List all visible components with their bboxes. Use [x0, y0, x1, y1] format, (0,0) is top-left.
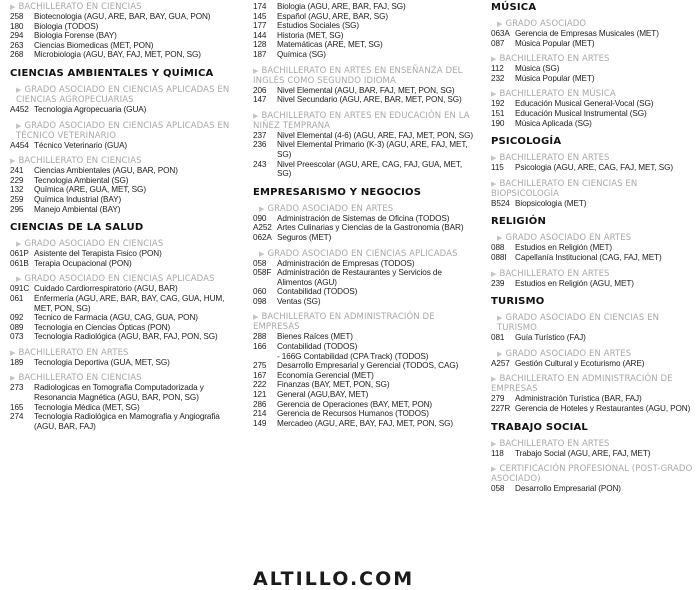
program-row	[491, 243, 700, 253]
program-subheading	[491, 439, 700, 449]
program-code: 189	[10, 357, 24, 367]
program-row	[10, 12, 235, 22]
program-name: Trabajo Social (AGU, ARE, FAJ, MET)	[515, 448, 651, 458]
program-code: 232	[491, 73, 505, 83]
column-left	[10, 0, 235, 431]
program-row	[491, 64, 700, 74]
program-name: Nivel Secundario (AGU, ARE, BAR, MET, PON, SG)	[277, 95, 462, 105]
triangle-bullet-icon: ▶	[497, 234, 503, 243]
program-code: 061B	[10, 258, 29, 268]
program-code: 061P	[10, 249, 29, 259]
program-row	[491, 119, 700, 129]
section-heading: EMPRESARISMO Y NEGOCIOS	[253, 186, 422, 198]
program-code: 190	[491, 118, 505, 128]
program-code: 180	[10, 21, 24, 31]
program-code: 214	[253, 409, 267, 419]
program-row	[253, 40, 475, 50]
program-row	[10, 358, 235, 368]
program-row	[491, 333, 700, 343]
program-code: 091C	[10, 284, 30, 294]
program-row	[253, 371, 475, 381]
program-row	[253, 140, 475, 159]
program-row	[253, 21, 475, 31]
program-row	[253, 380, 475, 390]
program-subheading	[10, 239, 235, 249]
program-subheading	[10, 156, 235, 166]
triangle-bullet-icon: ▶	[10, 374, 16, 383]
program-code: 258	[10, 12, 24, 21]
program-row	[491, 39, 700, 49]
program-code: 274	[10, 412, 24, 422]
program-code: 239	[491, 278, 505, 288]
triangle-bullet-icon: ▶	[491, 375, 497, 384]
program-name: Música Popular (MET)	[515, 38, 595, 48]
triangle-bullet-icon: ▶	[259, 249, 265, 258]
program-row	[253, 361, 475, 371]
program-name: Gerencia de Hoteles y Restaurantes (AGU, PON)	[515, 403, 691, 413]
subheading-text: GRADO ASOCIADO EN ARTES	[267, 203, 394, 214]
program-row	[10, 105, 235, 115]
program-subheading	[10, 373, 235, 383]
triangle-bullet-icon: ▶	[10, 157, 16, 166]
program-subheading	[491, 19, 700, 29]
program-name: Enfermería (AGU, ARE, BAR, BAY, CAG, GUA, HUM, MET, PON, SG)	[34, 293, 225, 313]
program-name: General (AGU,BAY, MET)	[277, 390, 369, 400]
program-code: 241	[10, 166, 24, 176]
program-subheading	[10, 2, 235, 12]
subheading-text: GRADO ASOCIADO EN CIENCIAS EN TURISMO	[497, 313, 660, 334]
program-subheading	[491, 374, 700, 394]
program-name: Psicologia (AGU, ARE, CAG, FAJ, MET, SG)	[515, 163, 673, 173]
program-name: Tecnologia Agropecuaria (GUA)	[34, 104, 147, 114]
program-name: Ventas (SG)	[277, 296, 321, 306]
program-code: 145	[253, 11, 267, 21]
program-row	[253, 131, 475, 141]
program-row	[253, 287, 475, 297]
program-code: 073	[10, 332, 24, 342]
program-row	[253, 12, 475, 22]
program-code: 058	[491, 484, 505, 494]
program-subheading	[10, 121, 235, 141]
program-row	[491, 109, 700, 119]
subheading-text: GRADO ASOCIADO EN ARTES	[505, 348, 632, 359]
program-code: 061	[10, 293, 24, 303]
program-code	[253, 352, 277, 362]
program-row	[491, 29, 700, 39]
program-name: Nivel Elemental (4-6) (AGU, ARE, FAJ, MET, PON, SG)	[277, 130, 473, 140]
program-row	[491, 74, 700, 84]
program-name: Estudios en Religión (AGU, MET)	[515, 278, 634, 288]
program-code: A252	[253, 223, 272, 233]
program-name: Terapia Ocupacional (PON)	[34, 258, 132, 268]
triangle-bullet-icon: ▶	[497, 314, 503, 323]
program-code: 088	[491, 243, 505, 253]
program-code: 167	[253, 370, 267, 380]
program-name: Manejo Ambiental (BAY)	[34, 204, 121, 214]
program-code: 088I	[491, 252, 507, 262]
program-name: Nivel Elemental Primario (K-3) (AGU, ARE, FAJ, MET, SG)	[277, 140, 468, 159]
program-name: Tecnologia Radiológica (AGU, BAR, FAJ, PON, SG)	[34, 332, 218, 342]
program-code: 092	[10, 313, 24, 323]
program-name: Cuidado Cardiorrespiratorio (AGU, BAR)	[34, 284, 178, 294]
program-name: Seguros (MET)	[277, 232, 332, 242]
triangle-bullet-icon: ▶	[10, 348, 16, 357]
program-name: Economía Gerencial (MET)	[277, 370, 374, 380]
program-row	[10, 249, 235, 259]
program-code: 147	[253, 95, 267, 105]
program-row	[253, 332, 475, 342]
program-name: Tecnologia en Ciencias Ópticas (PON)	[34, 322, 171, 332]
program-subheading	[10, 348, 235, 358]
subheading-text: BACHILLERATO EN ARTES	[499, 153, 610, 164]
program-code: A454	[10, 140, 29, 150]
program-name: Gestión Cultural y Ecoturismo (ARE)	[515, 358, 645, 368]
program-name: Técnico Veterinario (GUA)	[34, 140, 128, 150]
program-name: Biopsicologia (MET)	[515, 198, 587, 208]
triangle-bullet-icon: ▶	[10, 3, 16, 11]
triangle-bullet-icon: ▶	[16, 240, 22, 249]
program-subheading	[491, 349, 700, 359]
program-row	[491, 163, 700, 173]
program-name: Tecnologia Radiológica en Mamografia y Angiografia (AGU, BAR, FAJ)	[34, 412, 220, 431]
triangle-bullet-icon: ▶	[491, 55, 497, 64]
program-name: Biologia (AGU, ARE, BAR, FAJ, SG)	[277, 2, 406, 11]
program-row	[253, 268, 475, 287]
program-row	[491, 253, 700, 263]
program-subheading	[253, 249, 475, 259]
column-middle	[253, 0, 475, 428]
program-row	[491, 484, 700, 494]
program-name: Desarrollo Empresarial (PON)	[515, 484, 621, 494]
program-name: Contabilidad (TODOS)	[277, 287, 358, 297]
subheading-text: BACHILLERATO EN MÚSICA	[499, 89, 616, 100]
subheading-text: BACHILLERATO EN ARTES	[499, 54, 610, 65]
program-code: 166	[253, 342, 267, 352]
program-code: 236	[253, 140, 267, 150]
program-subheading	[253, 312, 475, 332]
program-row	[10, 313, 235, 323]
program-name: Mercadeo (AGU, ARE, BAY, FAJ, MET, PON, SG)	[277, 418, 454, 428]
program-code: 118	[491, 448, 504, 458]
program-code: 128	[253, 40, 267, 50]
program-row	[10, 166, 235, 176]
section-heading: RELIGIÓN	[491, 216, 547, 228]
section-heading: PSICOLOGÍA	[491, 136, 562, 148]
program-name: Biologia Forense (BAY)	[34, 31, 117, 41]
triangle-bullet-icon: ▶	[491, 179, 497, 188]
program-name: Música Popular (MET)	[515, 73, 595, 83]
program-code: 192	[491, 99, 505, 109]
program-name: Historia (MET, SG)	[277, 30, 344, 40]
program-name: Matemáticas (ARE, MET, SG)	[277, 40, 383, 50]
subheading-text: BACHILLERATO EN ADMINISTRACIÓN DE EMPRESAS	[491, 374, 673, 395]
subheading-text: GRADO ASOCIADO EN CIENCIAS APLICADAS EN CIENCIAS AGROPECUARIAS	[16, 84, 230, 105]
program-code: 115	[491, 163, 504, 173]
subheading-text: GRADO ASOCIADO EN CIENCIAS APLICADAS EN TÉCNICO VETERINARIO	[16, 120, 230, 141]
program-code: 237	[253, 130, 267, 140]
subheading-text: BACHILLERATO EN ARTES	[18, 347, 129, 358]
program-name: Administración de Empresas (TODOS)	[277, 258, 415, 268]
triangle-bullet-icon: ▶	[491, 154, 497, 163]
program-row	[10, 176, 235, 186]
program-code: 098	[253, 296, 267, 306]
program-code: 090	[253, 213, 267, 223]
program-name: Español (AGU, ARE, BAR, SG)	[277, 11, 389, 21]
subheading-text: BACHILLERATO EN ARTES EN ENSEÑANZA DEL INGLÉS COMO SEGUNDO IDIOMA	[253, 65, 463, 86]
program-name: Radiologicas en Tomografia Computadorizada y Resonancia Magnética (AGU, BAR, PON, SG)	[34, 383, 204, 403]
program-code: A257	[491, 358, 510, 368]
program-row	[10, 205, 235, 215]
program-name: Estudios Sociales (SG)	[277, 21, 359, 31]
program-subheading	[491, 464, 700, 484]
program-code: 288	[253, 332, 267, 342]
program-subheading	[253, 204, 475, 214]
subheading-text: GRADO ASOCIADO	[505, 19, 587, 29]
program-row	[491, 279, 700, 289]
column-right	[491, 0, 700, 494]
program-name: - 166G Contabilidad (CPA Track) (TODOS)	[277, 351, 429, 361]
triangle-bullet-icon: ▶	[253, 66, 259, 75]
program-code: 279	[491, 394, 505, 404]
program-name: Tecnologia Deportiva (GUA, MET, SG)	[34, 357, 170, 367]
program-name: Tecnologia Médica (MET, SG)	[34, 402, 140, 412]
program-name: Gerencia de Recursos Humanos (TODOS)	[277, 409, 429, 419]
program-row	[10, 294, 235, 313]
program-code: 058F	[253, 268, 272, 278]
program-code: 259	[10, 194, 24, 204]
program-subheading	[491, 153, 700, 163]
program-name: Nivel Preescolar (AGU, ARE, CAG, FAJ, GUA, MET, SG)	[277, 159, 463, 179]
triangle-bullet-icon: ▶	[253, 313, 259, 322]
program-row	[10, 141, 235, 151]
program-row	[10, 412, 235, 431]
subheading-text: GRADO ASOCIADO EN CIENCIAS	[24, 239, 164, 250]
program-code: 187	[253, 49, 267, 59]
program-subheading	[253, 111, 475, 131]
program-code: 275	[253, 361, 267, 371]
program-name: Bienes Raíces (MET)	[277, 332, 353, 342]
program-code: 089	[10, 322, 24, 332]
program-code: 132	[10, 185, 24, 195]
subheading-text: GRADO ASOCIADO EN ARTES	[505, 233, 632, 244]
program-row	[253, 31, 475, 41]
section-heading: MÚSICA	[491, 2, 537, 13]
program-code: 243	[253, 159, 267, 169]
subheading-text: BACHILLERATO EN CIENCIAS	[18, 156, 142, 167]
program-code: 273	[10, 383, 24, 393]
program-subheading	[10, 274, 235, 284]
program-row	[253, 297, 475, 307]
subheading-text: BACHILLERATO EN ARTES	[499, 438, 610, 449]
triangle-bullet-icon: ▶	[253, 111, 259, 120]
program-name: Asistente del Terapista Fisico (PON)	[34, 249, 162, 259]
program-code: 121	[253, 390, 267, 400]
section-heading: TURISMO	[491, 296, 545, 308]
program-subheading	[253, 66, 475, 86]
program-code: 149	[253, 418, 267, 428]
program-code: 268	[10, 50, 24, 60]
program-row	[253, 95, 475, 105]
program-row	[253, 223, 475, 233]
program-name: Administración de Sistemas de Oficina (TODOS)	[277, 213, 450, 223]
program-name: Nivel Elemental (AGU, BAR, FAJ, MET, PON, SG)	[277, 85, 455, 95]
program-row	[491, 394, 700, 404]
program-subheading	[491, 233, 700, 243]
program-code: 144	[253, 30, 267, 40]
program-code: 062A	[253, 232, 272, 242]
program-name: Química Industrial (BAY)	[34, 194, 122, 204]
program-code: 295	[10, 204, 24, 214]
program-row	[253, 390, 475, 400]
program-row	[491, 404, 700, 414]
program-row	[10, 323, 235, 333]
program-code: 206	[253, 85, 267, 95]
program-name: Estudios en Religión (MET)	[515, 243, 613, 253]
triangle-bullet-icon: ▶	[16, 121, 22, 130]
subheading-text: BACHILLERATO EN ARTES EN EDUCACIÓN EN LA NIÑEZ TEMPRANA	[253, 110, 470, 131]
subheading-text: BACHILLERATO EN ADMINISTRACIÓN DE EMPRESAS	[253, 312, 435, 333]
subheading-text: BACHILLERATO EN CIENCIAS EN BIOPSICOLOGÍA	[491, 178, 638, 199]
program-row	[253, 50, 475, 60]
program-subheading	[10, 85, 235, 105]
program-name: Tecnico de Farmacia (AGU, CAG, GUA, PON)	[34, 313, 198, 323]
program-row	[10, 383, 235, 402]
program-subheading	[491, 179, 700, 199]
program-name: Química (SG)	[277, 49, 326, 59]
program-subheading	[491, 89, 700, 99]
section-heading: CIENCIAS DE LA SALUD	[10, 222, 144, 234]
program-row	[10, 403, 235, 413]
program-code: 174	[253, 2, 267, 11]
program-name: Música Aplicada (SG)	[515, 118, 592, 128]
watermark: ALTILLO.COM	[253, 568, 415, 590]
subheading-text: BACHILLERATO EN ARTES	[499, 268, 610, 279]
program-name: Administración Turística (BAR, FAJ)	[515, 394, 642, 404]
program-row	[253, 259, 475, 269]
program-row	[491, 359, 700, 369]
program-row	[253, 342, 475, 352]
triangle-bullet-icon: ▶	[491, 439, 497, 448]
triangle-bullet-icon: ▶	[497, 20, 503, 28]
program-code: 112	[491, 64, 504, 74]
program-row	[10, 22, 235, 32]
program-code: 294	[10, 31, 24, 41]
program-name: Microbiologia (AGU, BAY, FAJ, MET, PON, SG)	[34, 50, 201, 60]
program-name: Biologia (TODOS)	[34, 21, 99, 31]
triangle-bullet-icon: ▶	[259, 204, 265, 213]
program-code: B524	[491, 198, 510, 208]
program-code: 165	[10, 402, 24, 412]
program-name: Ciencias Ambientales (AGU, BAR, PON)	[34, 166, 178, 176]
program-name: Administración de Restaurantes y Servicios de Alimentos (AGU)	[277, 268, 442, 287]
triangle-bullet-icon: ▶	[491, 465, 497, 474]
program-code: 151	[491, 108, 505, 118]
triangle-bullet-icon: ▶	[497, 349, 503, 358]
program-code: 063A	[491, 29, 510, 38]
program-row	[10, 195, 235, 205]
program-name: Tecnologia Ambiental (SG)	[34, 175, 129, 185]
program-row	[491, 99, 700, 109]
program-name: Contabilidad (TODOS)	[277, 342, 358, 352]
triangle-bullet-icon: ▶	[491, 90, 497, 99]
program-row	[253, 233, 475, 243]
program-row	[10, 31, 235, 41]
program-code: 227R	[491, 403, 511, 413]
program-row	[253, 352, 475, 362]
subheading-text: GRADO ASOCIADO EN CIENCIAS APLICADAS	[267, 248, 458, 259]
program-row	[253, 2, 475, 12]
triangle-bullet-icon: ▶	[16, 85, 22, 94]
program-row	[253, 409, 475, 419]
program-code: 229	[10, 175, 24, 185]
program-code: 222	[253, 380, 267, 390]
triangle-bullet-icon: ▶	[491, 269, 497, 278]
triangle-bullet-icon: ▶	[16, 275, 22, 284]
program-row	[10, 41, 235, 51]
program-name: Música (SG)	[515, 64, 560, 74]
program-code: 058	[253, 258, 267, 268]
program-name: Gerencia de Empresas Musicales (MET)	[515, 29, 659, 38]
program-name: Ciencias Biomedicas (MET, PON)	[34, 40, 154, 50]
program-row	[10, 50, 235, 60]
program-code: 177	[253, 21, 267, 31]
program-name: Artes Culinarias y Ciencias de la Gastronomia (BAR)	[277, 223, 464, 233]
program-row	[10, 185, 235, 195]
program-row	[10, 259, 235, 269]
program-subheading	[491, 54, 700, 64]
program-row	[10, 284, 235, 294]
program-code: 286	[253, 399, 267, 409]
program-name: Química (ARE, GUA, MET, SG)	[34, 185, 146, 195]
subheading-text: BACHILLERATO EN CIENCIAS	[18, 2, 142, 12]
program-subheading	[491, 313, 700, 333]
subheading-text: GRADO ASOCIADO EN CIENCIAS APLICADAS	[24, 274, 215, 285]
program-name: Guía Turístico (FAJ)	[515, 333, 586, 343]
program-name: Capellanía Institucional (CAG, FAJ, MET)	[515, 252, 662, 262]
section-heading: CIENCIAS AMBIENTALES Y QUÍMICA	[10, 67, 214, 79]
program-row	[491, 449, 700, 459]
program-row	[253, 160, 475, 179]
program-name: Educación Musical General-Vocal (SG)	[515, 99, 654, 109]
program-row	[253, 400, 475, 410]
program-row	[253, 419, 475, 429]
program-code: 087	[491, 38, 505, 48]
program-code: A452	[10, 104, 29, 114]
subheading-text: BACHILLERATO EN CIENCIAS	[18, 373, 142, 384]
section-heading: TRABAJO SOCIAL	[491, 421, 588, 433]
subheading-text: CERTIFICACIÓN PROFESIONAL (POST-GRADO ASOCIADO)	[491, 464, 693, 485]
program-row	[10, 332, 235, 342]
program-row	[491, 199, 700, 209]
program-row	[253, 214, 475, 224]
program-code: 060	[253, 287, 267, 297]
program-name: Gerencia de Operaciones (BAY, MET, PON)	[277, 399, 433, 409]
program-name: Biotecnologia (AGU, ARE, BAR, BAY, GUA, PON)	[34, 12, 211, 21]
program-name: Desarrollo Empresarial y Gerencial (TODOS, CAG)	[277, 361, 459, 371]
program-subheading	[491, 269, 700, 279]
program-code: 263	[10, 40, 24, 50]
program-name: Finanzas (BAY, MET, PON, SG)	[277, 380, 390, 390]
program-row	[253, 86, 475, 96]
program-code: 081	[491, 333, 505, 343]
program-name: Educación Musical Instrumental (SG)	[515, 108, 647, 118]
